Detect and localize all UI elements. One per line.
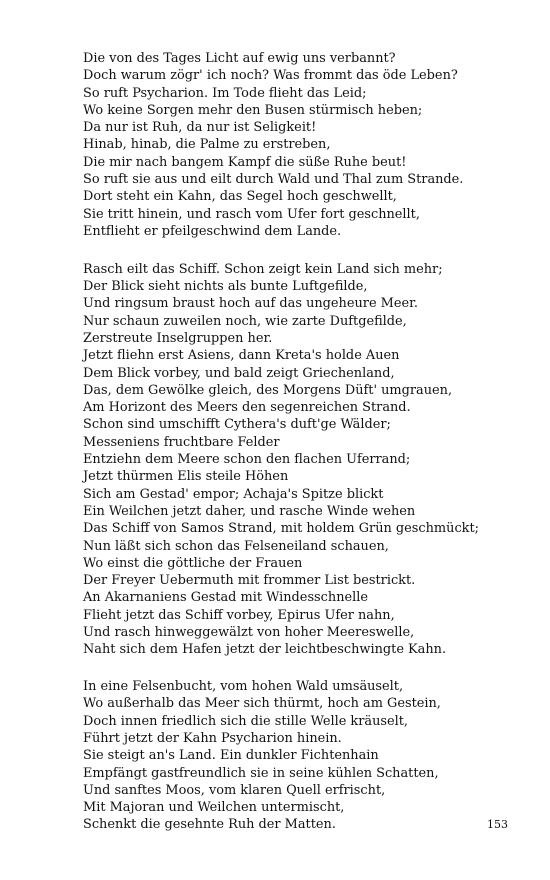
- poem-line: Die von des Tages Licht auf ewig uns verbannt?: [83, 51, 396, 66]
- poem-line: Dort steht ein Kahn, das Segel hoch geschwellt,: [83, 189, 397, 205]
- poem-line: Die mir nach bangem Kampf die süße Ruhe beut!: [83, 154, 407, 170]
- poem-line: Da nur ist Ruh, da nur ist Seligkeit!: [83, 120, 317, 136]
- poem-line: Jetzt thürmen Elis steile Höhen: [83, 469, 289, 485]
- poem-line: Und rasch hinweggewälzt von hoher Meereswelle,: [83, 625, 415, 640]
- poem-line: Sie tritt hinein, und rasch vom Ufer fort geschnellt,: [83, 206, 420, 222]
- poem-line: An Akarnaniens Gestad mit Windesschnelle: [83, 590, 368, 606]
- poem-line: Mit Majoran und Weilchen untermischt,: [83, 800, 345, 816]
- poem-line: Schon sind umschifft Cythera's duft'ge Wälder;: [83, 417, 391, 433]
- poem-line: Wo einst die göttliche der Frauen: [83, 555, 303, 571]
- poem-text: [83, 50, 523, 834]
- poem-line: Das, dem Gewölke gleich, des Morgens Düft' umgrauen,: [83, 382, 453, 398]
- poem-line: Nur schaun zuweilen noch, wie zarte Duftgefilde,: [83, 313, 407, 329]
- stanza-2: [83, 261, 523, 659]
- stanza-break: [83, 240, 523, 261]
- poem-line: Wo außerhalb das Meer sich thürmt, hoch am Gestein,: [83, 696, 441, 712]
- poem-line: Und ringsum braust hoch auf das ungeheure Meer.: [83, 296, 418, 312]
- poem-line: Entziehn dem Meere schon den flachen Uferrand;: [83, 452, 411, 468]
- poem-line: Ein Weilchen jetzt daher, und rasche Winde wehen: [83, 503, 416, 519]
- poem-line: Sich am Gestad' empor; Achaja's Spitze blickt: [83, 486, 384, 502]
- page-number: 153: [487, 818, 508, 831]
- poem-line: Entflieht er pfeilgeschwind dem Lande.: [83, 223, 342, 239]
- poem-line: Am Horizont des Meers den segenreichen Strand.: [83, 400, 411, 416]
- poem-line: Hinab, hinab, die Palme zu erstreben,: [83, 137, 331, 153]
- poem-line: Schenkt die gesehnte Ruh der Matten.: [83, 817, 336, 833]
- poem-line: So ruft sie aus und eilt durch Wald und Thal zum Strande.: [83, 172, 464, 188]
- poem-line: Doch warum zögr' ich noch? Was frommt das öde Leben?: [83, 68, 458, 84]
- stanza-1: [83, 50, 523, 240]
- poem-line: Rasch eilt das Schiff. Schon zeigt kein Land sich mehr;: [83, 261, 443, 277]
- poem-line: Doch innen friedlich sich die stille Welle kräuselt,: [83, 713, 409, 729]
- poem-line: Naht sich dem Hafen jetzt der leichtbeschwingte Kahn.: [83, 642, 447, 658]
- poem-line: In eine Felsenbucht, vom hohen Wald umsäuselt,: [83, 679, 404, 695]
- poem-line: Dem Blick vorbey, und bald zeigt Griechenland,: [83, 365, 395, 381]
- poem-line: Und sanftes Moos, vom klaren Quell erfrischt,: [83, 782, 386, 798]
- poem-line: Wo keine Sorgen mehr den Busen stürmisch heben;: [83, 102, 423, 118]
- poem-line: Führt jetzt der Kahn Psycharion hinein.: [83, 730, 342, 746]
- poem-line: Sie steigt an's Land. Ein dunkler Fichtenhain: [83, 748, 379, 764]
- poem-line: Messeniens fruchtbare Felder: [83, 434, 280, 450]
- poem-line: Jetzt fliehn erst Asiens, dann Kreta's holde Auen: [83, 348, 400, 364]
- stanza-break: [83, 659, 523, 679]
- poem-line: Der Blick sieht nichts als bunte Luftgefilde,: [83, 279, 368, 295]
- poem-line: Flieht jetzt das Schiff vorbey, Epirus Ufer nahn,: [83, 607, 395, 623]
- poem-line: Der Freyer Uebermuth mit frommer List bestrickt.: [83, 573, 416, 589]
- stanza-3: [83, 678, 523, 834]
- poem-line: Empfängt gastfreundlich sie in seine kühlen Schatten,: [83, 765, 439, 781]
- poem-line: Zerstreute Inselgruppen her.: [83, 330, 273, 346]
- poem-line: Nun läßt sich schon das Felseneiland schauen,: [83, 538, 389, 554]
- poem-line: So ruft Psycharion. Im Tode flieht das Leid;: [83, 85, 367, 101]
- poem-line: Das Schiff von Samos Strand, mit holdem Grün geschmückt;: [83, 521, 479, 537]
